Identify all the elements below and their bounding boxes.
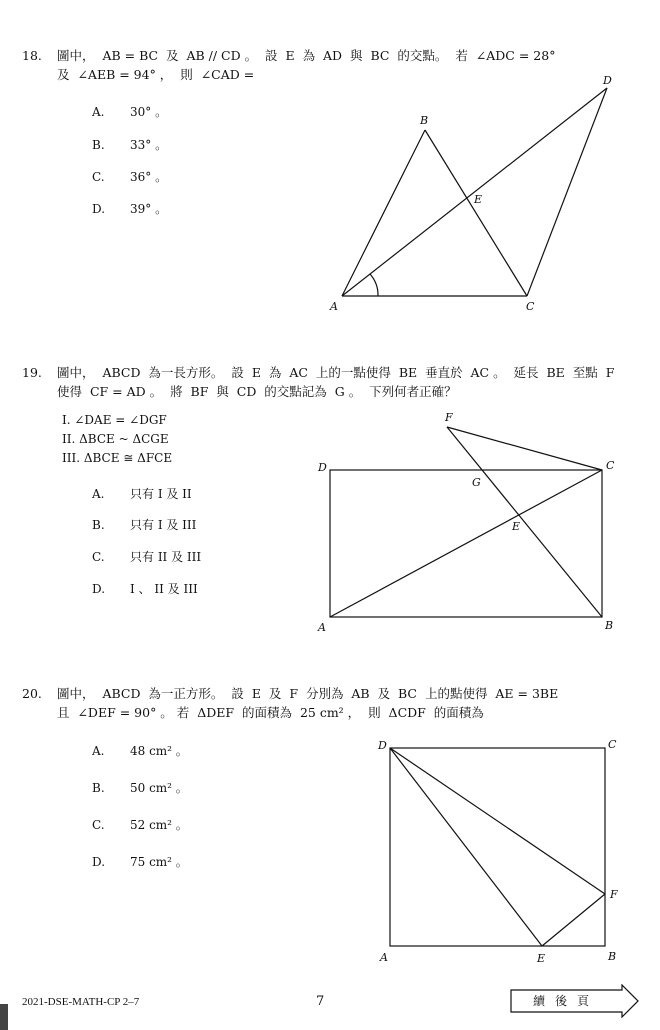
figure-q19 [310, 405, 630, 640]
question-number: 20. [22, 686, 42, 701]
option-b[interactable] [92, 516, 196, 533]
option-text: 30° 。 [130, 105, 168, 119]
label-a: A [330, 300, 338, 313]
segment-df [390, 748, 605, 894]
option-d[interactable] [92, 853, 188, 870]
label-b: B [420, 114, 429, 127]
label-e: E [474, 193, 483, 206]
question-number: 19. [22, 365, 42, 380]
option-letter: A. [92, 744, 105, 758]
label-d: D [378, 739, 387, 752]
option-d[interactable] [92, 200, 167, 217]
option-c[interactable] [92, 168, 167, 185]
option-text: I 、 II 及 III [130, 582, 198, 596]
option-a[interactable] [92, 103, 167, 120]
option-letter: A. [92, 105, 105, 119]
question-stem-line: 且 ∠DEF = 90° 。 若 ΔDEF 的面積為 25 cm² ， 則 ΔCDF 的面積為 [57, 705, 484, 720]
segment-bf [447, 427, 602, 617]
label-f: F [445, 411, 453, 424]
page-number: 7 [316, 994, 325, 1009]
option-letter: C. [92, 170, 105, 184]
option-letter: D. [92, 582, 106, 596]
continue-label: 續後頁 [532, 994, 599, 1008]
continue-arrow [510, 984, 640, 1022]
label-e: E [537, 952, 546, 965]
option-c[interactable] [92, 816, 188, 833]
option-letter: C. [92, 818, 105, 832]
question-stem-line: 圖中， ABCD 為一正方形。 設 E 及 F 分別為 AB 及 BC 上的點使得 AE = 3BE [57, 686, 559, 701]
question-stem-line: 圖中， AB = BC 及 AB // CD 。 設 E 為 AD 與 BC 的交點。 若 ∠ADC = 28° [57, 48, 556, 63]
label-a: A [318, 621, 326, 634]
label-f: F [610, 888, 618, 901]
option-b[interactable] [92, 779, 188, 796]
figure-q18 [320, 70, 630, 320]
option-letter: A. [92, 487, 105, 501]
angle-cad-arc [370, 274, 378, 296]
option-text: 50 cm² 。 [130, 781, 188, 795]
segment-ef [542, 894, 605, 946]
statement-i: I. ∠DAE = ∠DGF [62, 413, 167, 427]
label-c: C [606, 459, 615, 472]
segment-ac [330, 470, 602, 617]
option-d[interactable] [92, 580, 198, 597]
segment-de [390, 748, 542, 946]
segment-cf [447, 427, 602, 470]
option-a[interactable] [92, 742, 188, 759]
question-number: 18. [22, 48, 42, 63]
figure-q20 [370, 732, 630, 967]
label-b: B [608, 950, 617, 963]
scan-edge-mark [0, 1004, 8, 1030]
label-g: G [472, 476, 481, 489]
option-letter: C. [92, 550, 105, 564]
statement-ii: II. ΔBCE ~ ΔCGE [62, 432, 169, 446]
option-letter: B. [92, 138, 105, 152]
option-text: 75 cm² 。 [130, 855, 188, 869]
label-c: C [526, 300, 535, 313]
option-c[interactable] [92, 548, 201, 565]
option-a[interactable] [92, 485, 192, 502]
option-text: 36° 。 [130, 170, 168, 184]
label-a: A [380, 951, 388, 964]
label-c: C [608, 738, 617, 751]
label-b: B [605, 619, 614, 632]
option-text: 48 cm² 。 [130, 744, 188, 758]
segment-bc [425, 130, 527, 296]
option-b[interactable] [92, 136, 167, 153]
option-text: 52 cm² 。 [130, 818, 188, 832]
question-stem-line: 及 ∠AEB = 94° ， 則 ∠CAD = [57, 67, 255, 82]
paper-code: 2021-DSE-MATH-CP 2–7 [22, 996, 140, 1008]
question-stem-line: 使得 CF = AD 。 將 BF 與 CD 的交點記為 G 。 下列何者正確？ [57, 384, 457, 399]
option-text: 只有 I 及 II [130, 487, 192, 501]
option-text: 只有 I 及 III [130, 518, 197, 532]
square-abcd [390, 748, 605, 946]
option-letter: D. [92, 202, 106, 216]
segment-ab [342, 130, 425, 296]
option-text: 只有 II 及 III [130, 550, 202, 564]
label-d: D [318, 461, 327, 474]
option-text: 33° 。 [130, 138, 168, 152]
option-text: 39° 。 [130, 202, 168, 216]
question-stem-line: 圖中， ABCD 為一長方形。 設 E 為 AC 上的一點使得 BE 垂直於 AC 。 延長 BE 至點 F [57, 365, 615, 380]
option-letter: B. [92, 781, 105, 795]
statement-iii: III. ΔBCE ≅ ΔFCE [62, 451, 173, 465]
option-letter: D. [92, 855, 106, 869]
option-letter: B. [92, 518, 105, 532]
label-d: D [603, 74, 612, 87]
label-e: E [512, 520, 521, 533]
